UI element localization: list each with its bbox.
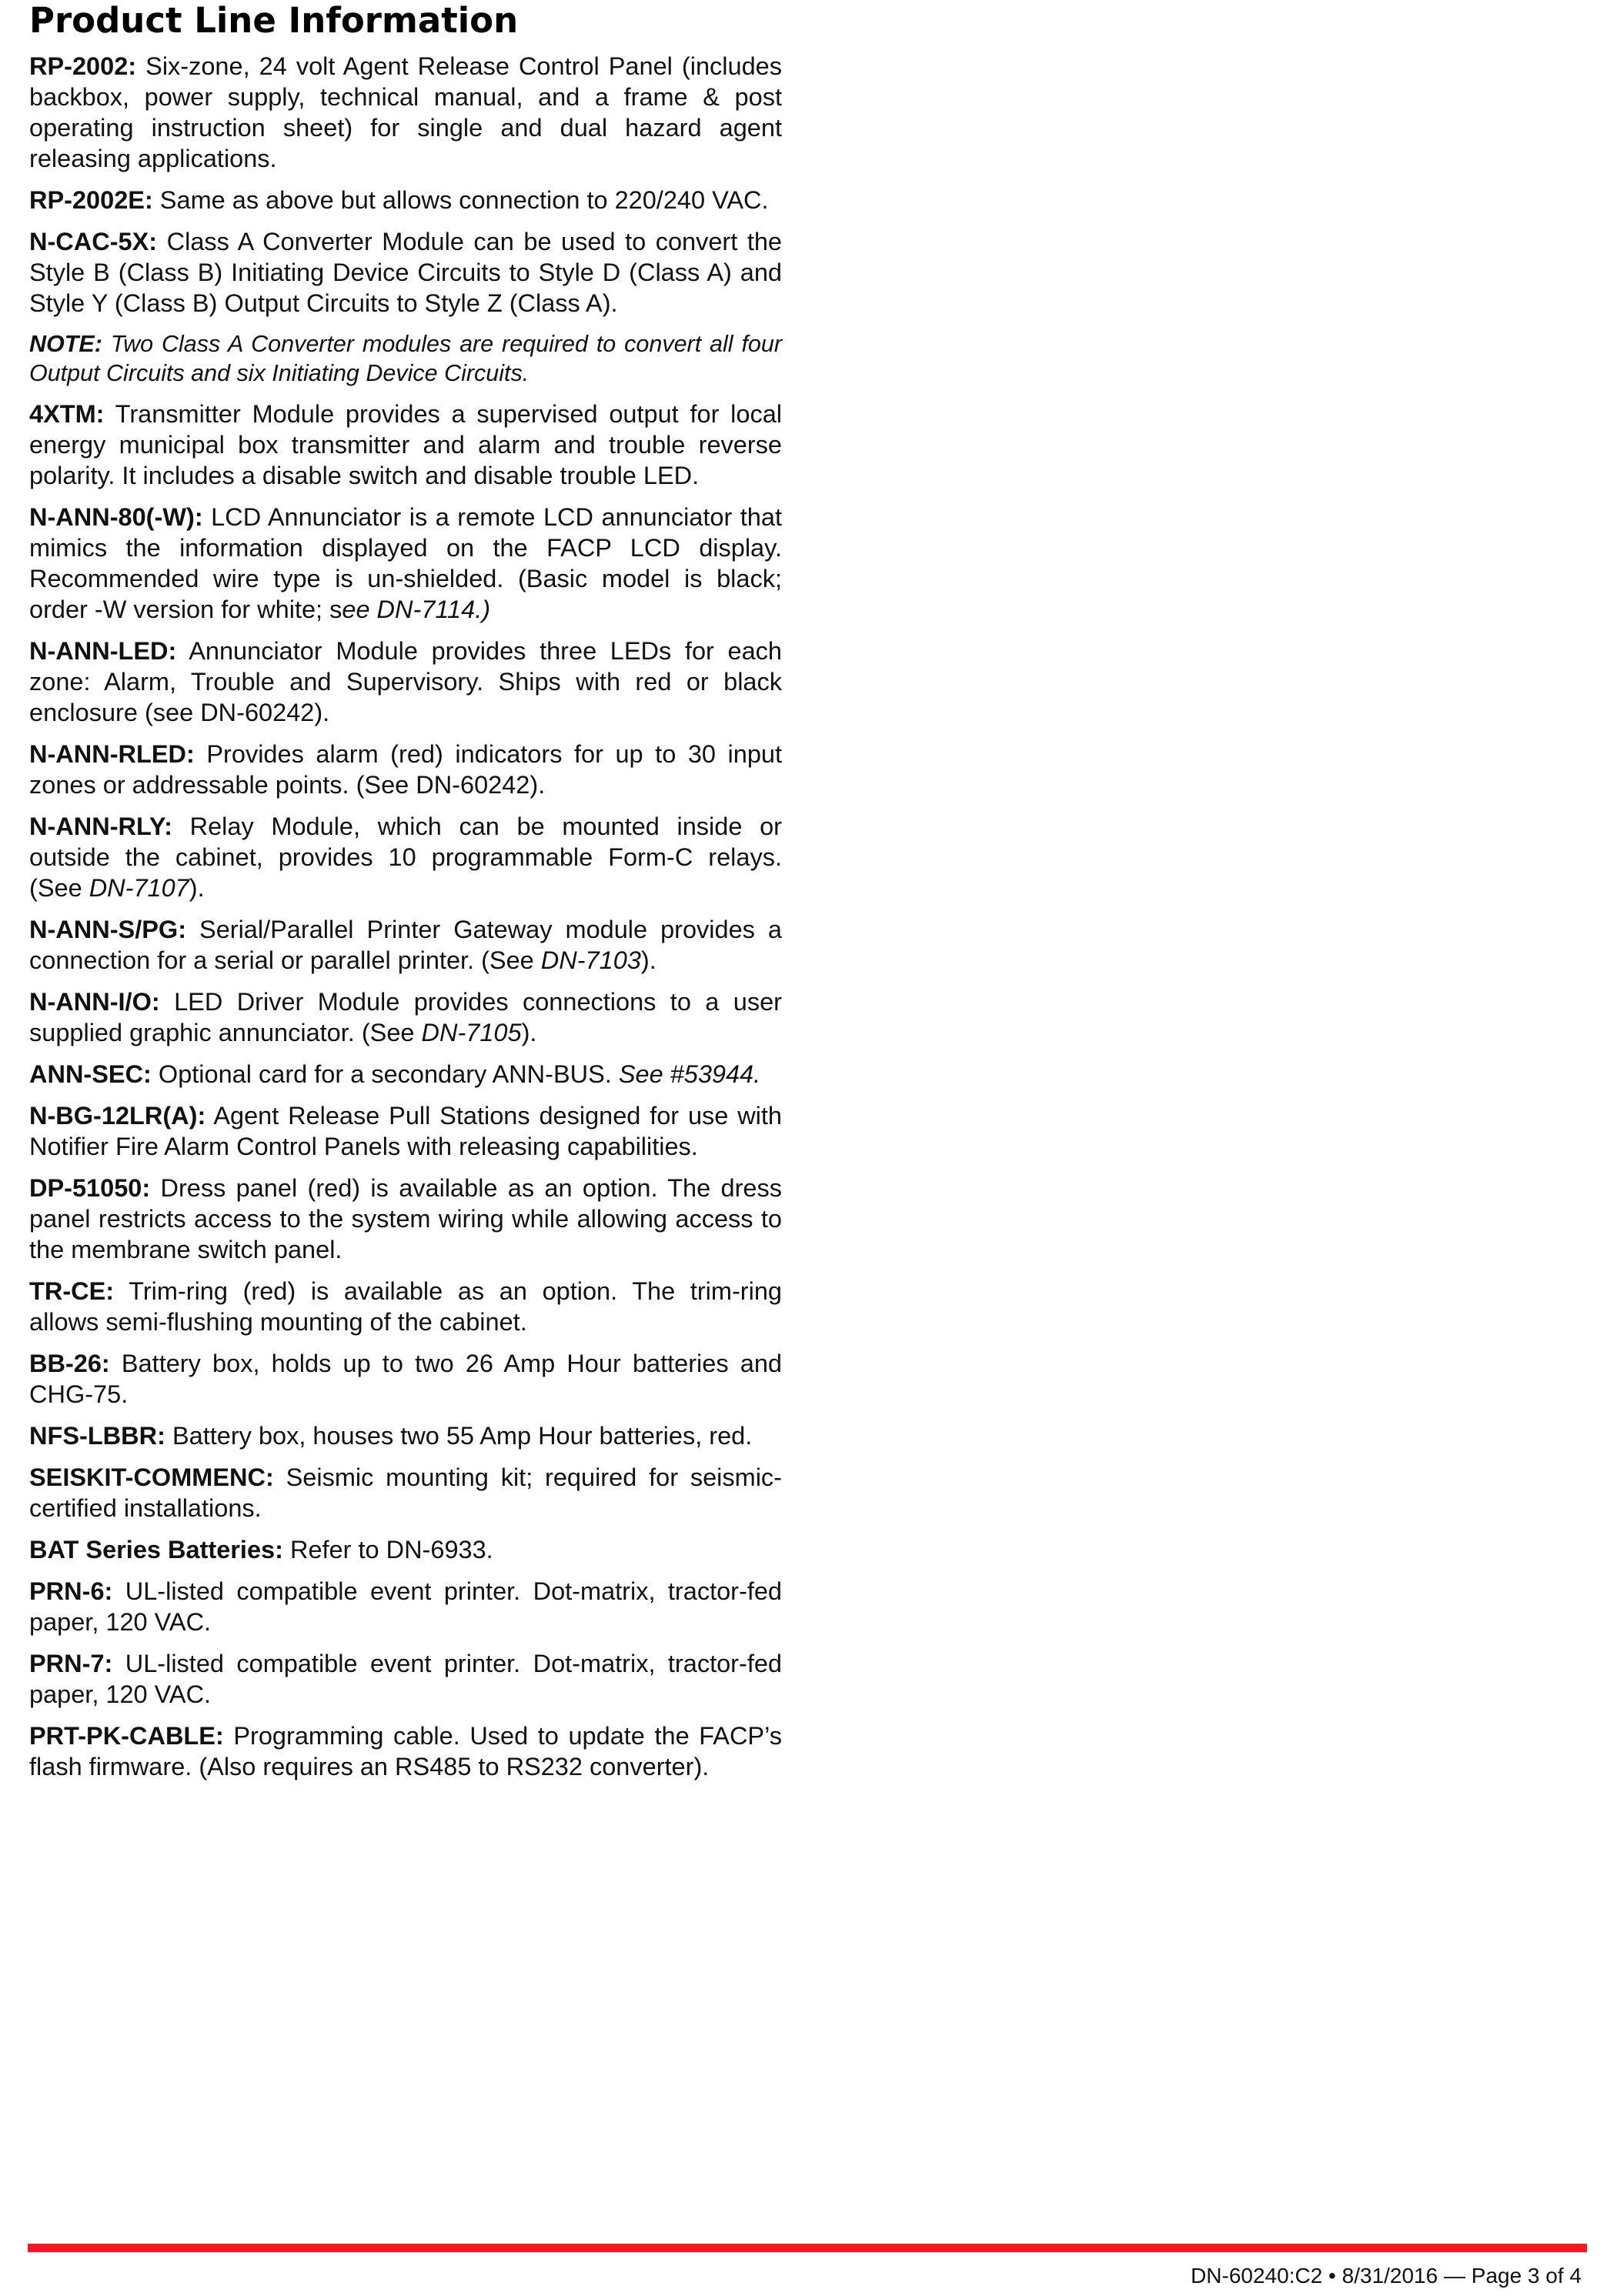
product-entry-ann-sec <box>29 1059 782 1090</box>
product-description: Relay Module, which can be mounted inside or outside the cabinet, provides 10 programmable Form-C relays. (See <box>29 813 782 902</box>
product-description: UL-listed compatible event printer. Dot-matrix, tractor-fed paper, 120 VAC. <box>29 1577 782 1636</box>
product-description: Serial/Parallel Printer Gateway module provides a connection for a serial or parallel printer. (See <box>29 916 782 974</box>
product-code: N-ANN-RLY: <box>29 813 172 840</box>
document-reference: See #53944. <box>618 1060 761 1088</box>
product-description: Trim-ring (red) is available as an option. The trim-ring allows semi-flushing mounting of the cabinet. <box>29 1277 782 1336</box>
product-description-end: ). <box>189 874 205 902</box>
product-entry-tr-ce <box>29 1276 782 1337</box>
product-entry-bb-26 <box>29 1348 782 1410</box>
product-code: N-ANN-80(-W): <box>29 503 203 531</box>
product-description-end: ). <box>521 1019 537 1046</box>
product-code: PRT-PK-CABLE: <box>29 1722 224 1750</box>
product-entry-prn-6 <box>29 1576 782 1637</box>
note-paragraph <box>29 329 782 388</box>
product-description: Class A Converter Module can be used to convert the Style B (Class B) Initiating Device Circuits to Style D (Class A) and Style Y (Class B) Output Circuits to Style Z (Class A). <box>29 228 782 317</box>
product-description: Optional card for a secondary ANN-BUS. <box>151 1060 619 1088</box>
product-entry-n-ann-rled <box>29 739 782 800</box>
page-title: Product Line Information <box>29 0 519 41</box>
note-label: NOTE: <box>29 331 102 357</box>
product-code: N-ANN-I/O: <box>29 988 160 1016</box>
product-code: PRN-6: <box>29 1577 113 1605</box>
product-entry-dp-51050 <box>29 1173 782 1265</box>
product-code: 4XTM: <box>29 400 105 428</box>
product-entry-n-ann-spg <box>29 914 782 976</box>
footer-rule <box>28 2244 1587 2252</box>
product-description: Seismic mounting kit; required for seismic-certified installations. <box>29 1463 782 1522</box>
product-code: TR-CE: <box>29 1277 115 1305</box>
product-code: NFS-LBBR: <box>29 1422 165 1450</box>
product-entry-prn-7 <box>29 1648 782 1710</box>
product-description: Same as above but allows connection to 220/240 VAC. <box>152 186 769 214</box>
document-reference: DN-7105 <box>421 1019 522 1046</box>
product-code: RP-2002E: <box>29 186 153 214</box>
product-list <box>29 51 782 1793</box>
product-code: N-ANN-RLED: <box>29 740 195 768</box>
document-reference: ee DN-7114.) <box>342 596 491 623</box>
product-description: Battery box, holds up to two 26 Amp Hour batteries and CHG-75. <box>29 1350 782 1408</box>
product-description: Provides alarm (red) indicators for up to 30 input zones or addressable points. (See DN-60242). <box>29 740 782 799</box>
product-description: UL-listed compatible event printer. Dot-matrix, tractor-fed paper, 120 VAC. <box>29 1650 782 1708</box>
product-code: ANN-SEC: <box>29 1060 152 1088</box>
product-entry-n-ann-rly <box>29 811 782 903</box>
product-code: RP-2002: <box>29 52 137 80</box>
document-reference: DN-7103 <box>540 946 641 974</box>
product-description: Six-zone, 24 volt Agent Release Control Panel (includes backbox, power supply, technical manual, and a frame & post operating instruction sheet) for single and dual hazard agent releasing applications. <box>29 52 782 172</box>
product-description: Dress panel (red) is available as an option. The dress panel restricts access to the system wiring while allowing access to the membrane switch panel. <box>29 1174 782 1263</box>
product-code: N-BG-12LR(A): <box>29 1102 206 1130</box>
product-code: DP-51050: <box>29 1174 151 1202</box>
product-description: LED Driver Module provides connections to a user supplied graphic annunciator. (See <box>29 988 782 1046</box>
product-entry-rp-2002e <box>29 185 782 215</box>
product-code: N-ANN-S/PG: <box>29 916 187 943</box>
product-code: PRN-7: <box>29 1650 113 1677</box>
product-entry-nfs-lbbr <box>29 1420 782 1451</box>
product-code: N-ANN-LED: <box>29 637 177 665</box>
product-description: Agent Release Pull Stations designed for use with Notifier Fire Alarm Control Panels with releasing capabilities. <box>29 1102 782 1160</box>
product-entry-bat-series <box>29 1534 782 1565</box>
product-code: BB-26: <box>29 1350 110 1377</box>
product-entry-seiskit-commenc <box>29 1462 782 1523</box>
product-description: Annunciator Module provides three LEDs for each zone: Alarm, Trouble and Supervisory. Ships with red or black enclosure (see DN-60242). <box>29 637 782 726</box>
product-description: Battery box, houses two 55 Amp Hour batteries, red. <box>165 1422 753 1450</box>
product-description: Programming cable. Used to update the FACP’s flash firmware. (Also requires an RS485 to RS232 converter). <box>29 1722 782 1780</box>
product-code: BAT Series Batteries: <box>29 1536 283 1563</box>
product-description: Transmitter Module provides a supervised output for local energy municipal box transmitter and alarm and trouble reverse polarity. It includes a disable switch and disable trouble LED. <box>29 400 782 489</box>
product-description: Refer to DN-6933. <box>282 1536 493 1563</box>
product-code: N-CAC-5X: <box>29 228 158 255</box>
page-footer: DN-60240:C2 • 8/31/2016 — Page 3 of 4 <box>1191 2264 1582 2288</box>
product-entry-4xtm <box>29 399 782 491</box>
product-entry-prt-pk-cable <box>29 1720 782 1782</box>
product-code: SEISKIT-COMMENC: <box>29 1463 274 1491</box>
note-text: Two Class A Converter modules are required to convert all four Output Circuits and six Initiating Device Circuits. <box>29 331 782 386</box>
product-description: LCD Annunciator is a remote LCD annunciator that mimics the information displayed on the FACP LCD display. Recommended wire type is un-shielded. (Basic model is black; order -W version for white; s <box>29 503 782 623</box>
product-entry-n-ann-led <box>29 636 782 728</box>
product-entry-n-cac-5x <box>29 226 782 319</box>
product-entry-n-bg-12lr <box>29 1100 782 1162</box>
product-entry-n-ann-80 <box>29 502 782 625</box>
product-entry-rp-2002 <box>29 51 782 174</box>
product-description-end: ). <box>640 946 656 974</box>
product-entry-n-ann-io <box>29 986 782 1048</box>
document-reference: DN-7107 <box>89 874 189 902</box>
